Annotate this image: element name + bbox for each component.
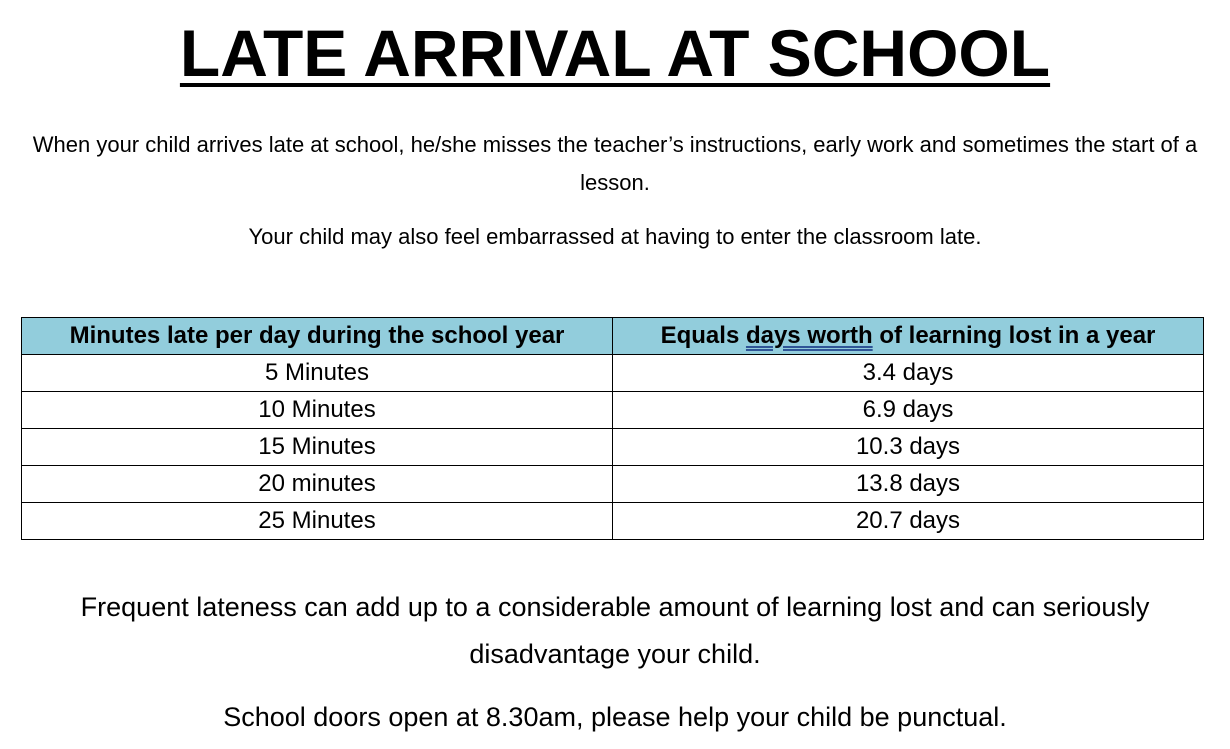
days-cell: 3.4 days (613, 355, 1204, 392)
page-title: LATE ARRIVAL AT SCHOOL (179, 16, 1051, 90)
minutes-cell: 10 Minutes (22, 392, 613, 429)
closing-paragraph: Frequent lateness can add up to a considerable amount of learning lost and can seriously disadvantage your child. (80, 592, 1150, 669)
days-cell: 6.9 days (613, 392, 1204, 429)
table-row (22, 355, 1204, 392)
table-row (22, 429, 1204, 466)
table-row (22, 392, 1204, 429)
doors-paragraph: School doors open at 8.30am, please help your child be punctual. (223, 702, 1007, 732)
header-minutes-late: Minutes late per day during the school year (22, 318, 613, 355)
table-row (22, 466, 1204, 503)
header-days-lost (613, 318, 1204, 355)
table-header-row (22, 318, 1204, 355)
minutes-cell: 20 minutes (22, 466, 613, 503)
header-days-lost-prefix: Equals (660, 322, 746, 349)
minutes-cell: 25 Minutes (22, 503, 613, 540)
minutes-cell: 5 Minutes (22, 355, 613, 392)
days-cell: 10.3 days (613, 429, 1204, 466)
table-row (22, 503, 1204, 540)
intro-paragraph: When your child arrives late at school, he/she misses the teacher’s instructions, early work and sometimes the start of a lesson. (32, 132, 1198, 195)
header-days-lost-suffix: of learning lost in a year (872, 322, 1156, 349)
lateness-table (21, 317, 1204, 540)
days-cell: 13.8 days (613, 466, 1204, 503)
embarrassed-paragraph: Your child may also feel embarrassed at having to enter the classroom late. (248, 224, 982, 249)
minutes-cell: 15 Minutes (22, 429, 613, 466)
days-cell: 20.7 days (613, 503, 1204, 540)
header-days-worth-marked: days worth (745, 322, 873, 349)
